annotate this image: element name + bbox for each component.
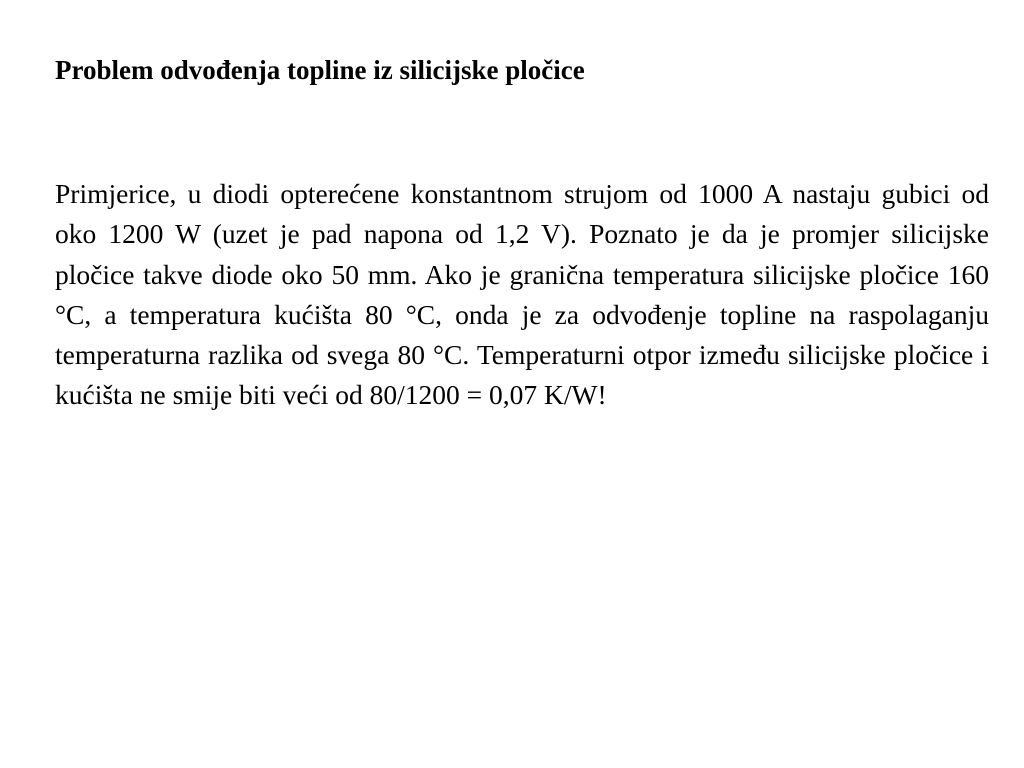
slide-body-text: Primjerice, u diodi opterećene konstantnom strujom od 1000 A nastaju gubici od oko 1200 W (uzet je pad napona od 1,2 V). Poznato je da je promjer silicijske pločice takve diode oko 50 mm. Ako je granična temperatura silicijske pločice 160 °C, a temperatura kućišta 80 °C, onda je za odvođenje topline na raspolaganju temperaturna razlika od svega 80 °C. Temperaturni otpor između silicijske pločice i kućišta ne smije biti veći od 80/1200 = 0,07 K/W!: [55, 178, 989, 411]
slide-title: Problem odvođenja topline iz silicijske pločice: [55, 55, 585, 85]
